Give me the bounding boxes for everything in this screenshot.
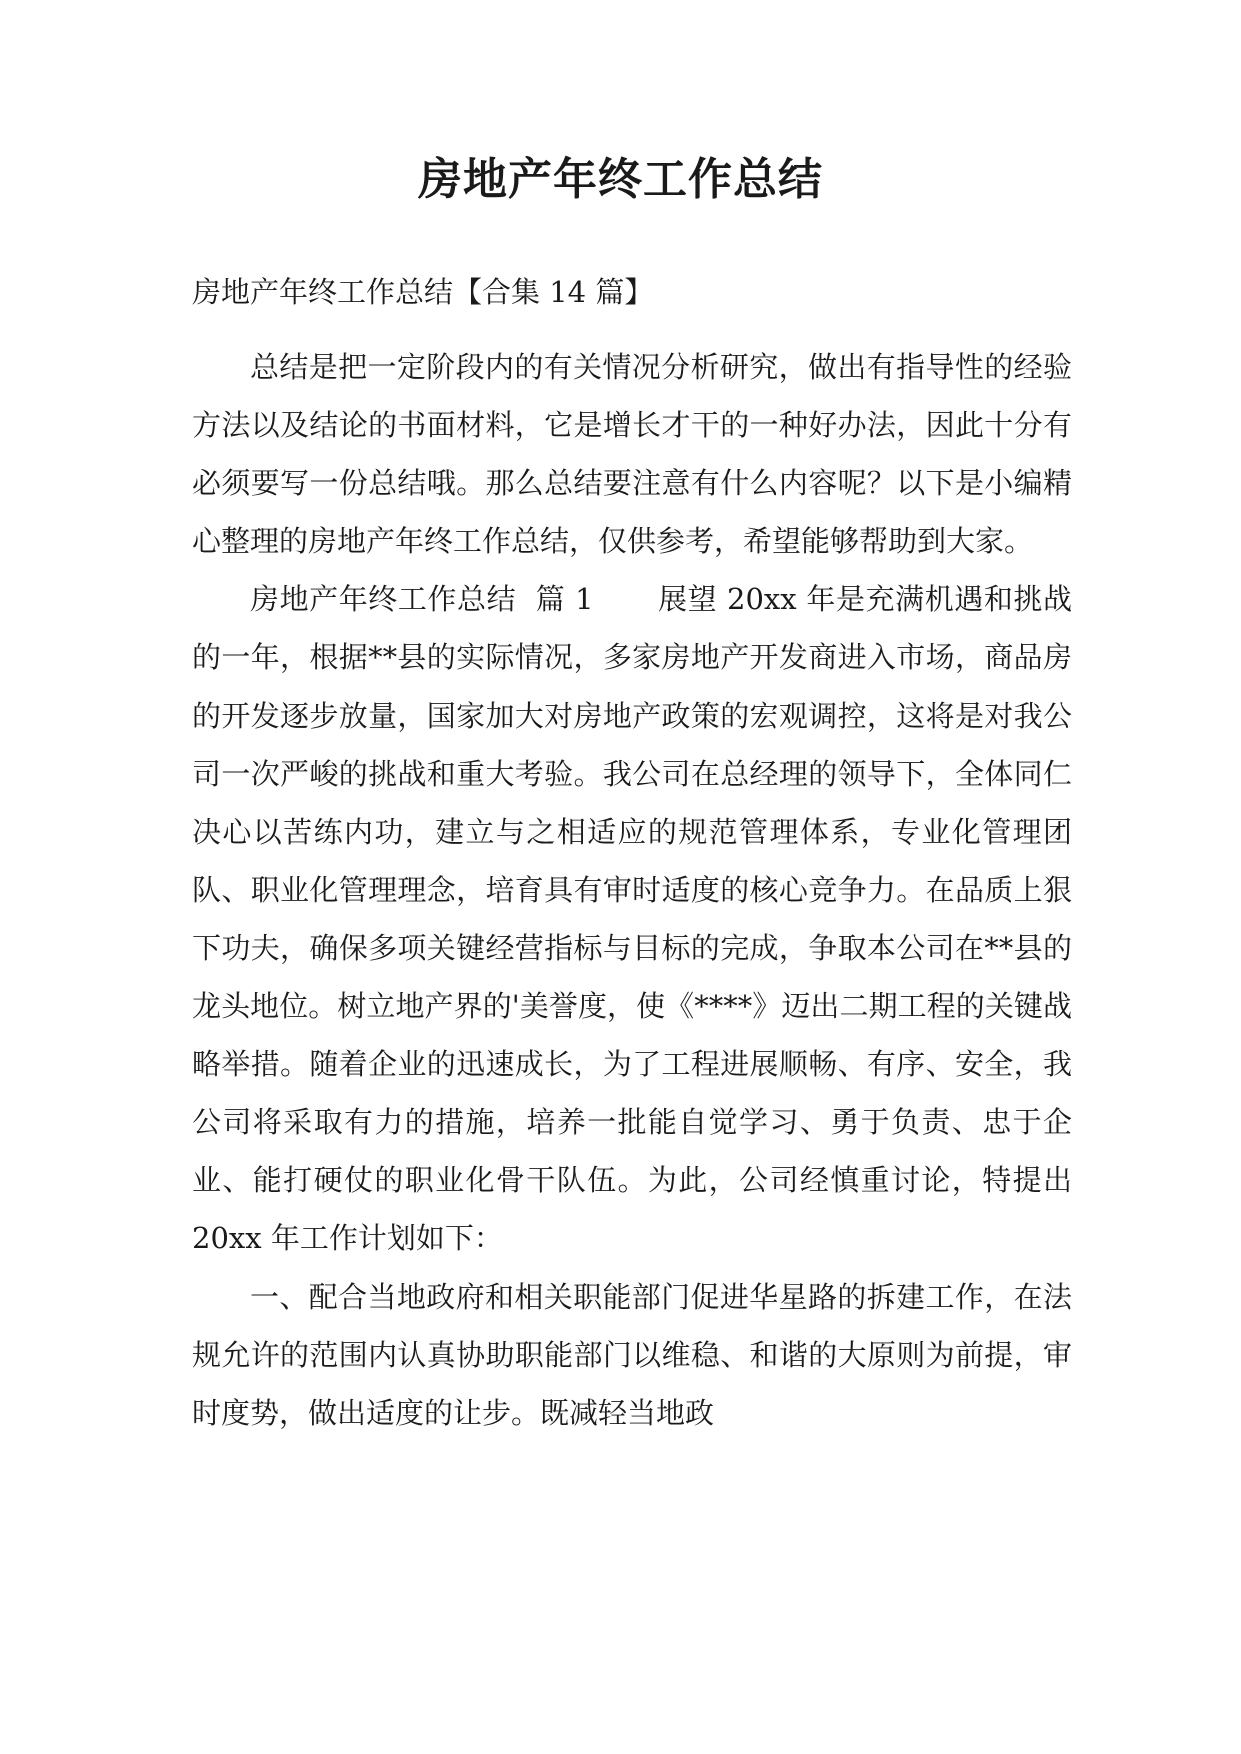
intro-paragraph: 总结是把一定阶段内的有关情况分析研究，做出有指导性的经验方法以及结论的书面材料，它是增长才干的一种好办法，因此十分有必须要写一份总结哦。那么总结要注意有什么内容呢？以下是小编精心整理的房地产年终工作总结，仅供参考，希望能够帮助到大家。: [192, 350, 1072, 559]
document-subtitle: 房地产年终工作总结【合集 14 篇】: [192, 275, 654, 309]
section-1-heading: 房地产年终工作总结 篇 1: [250, 582, 594, 617]
section-1-paragraph: [192, 570, 1072, 1267]
document-title: 房地产年终工作总结: [418, 154, 823, 205]
item-1-paragraph: 一、配合当地政府和相关职能部门促进华星路的拆建工作，在法规允许的范围内认真协助职能部门以维稳、和谐的大原则为前提，审时度势，做出适度的让步。既减轻当地政: [192, 1279, 1072, 1430]
section-1-body: 展望 20xx 年是充满机遇和挑战的一年，根据**县的实际情况，多家房地产开发商进入市场，商品房的开发逐步放量，国家加大对房地产政策的宏观调控，这将是对我公司一次严峻的挑战和重大考验。我公司在总经理的领导下，全体同仁决心以苦练内功，建立与之相适应的规范管理体系，专业化管理团队、职业化管理理念，培育具有审时适度的核心竞争力。在品质上狠下功夫，确保多项关键经营指标与目标的完成，争取本公司在**县的龙头地位。树立地产界的'美誉度，使《****》迈出二期工程的关键战略举措。随着企业的迅速成长，为了工程进展顺畅、有序、安全，我公司将采取有力的措施，培养一批能自觉学习、勇于负责、忠于企业、能打硬仗的职业化骨干队伍。为此，公司经慎重讨论，特提出 20xx 年工作计划如下：: [192, 582, 1072, 1256]
document-body: [192, 338, 1072, 1442]
